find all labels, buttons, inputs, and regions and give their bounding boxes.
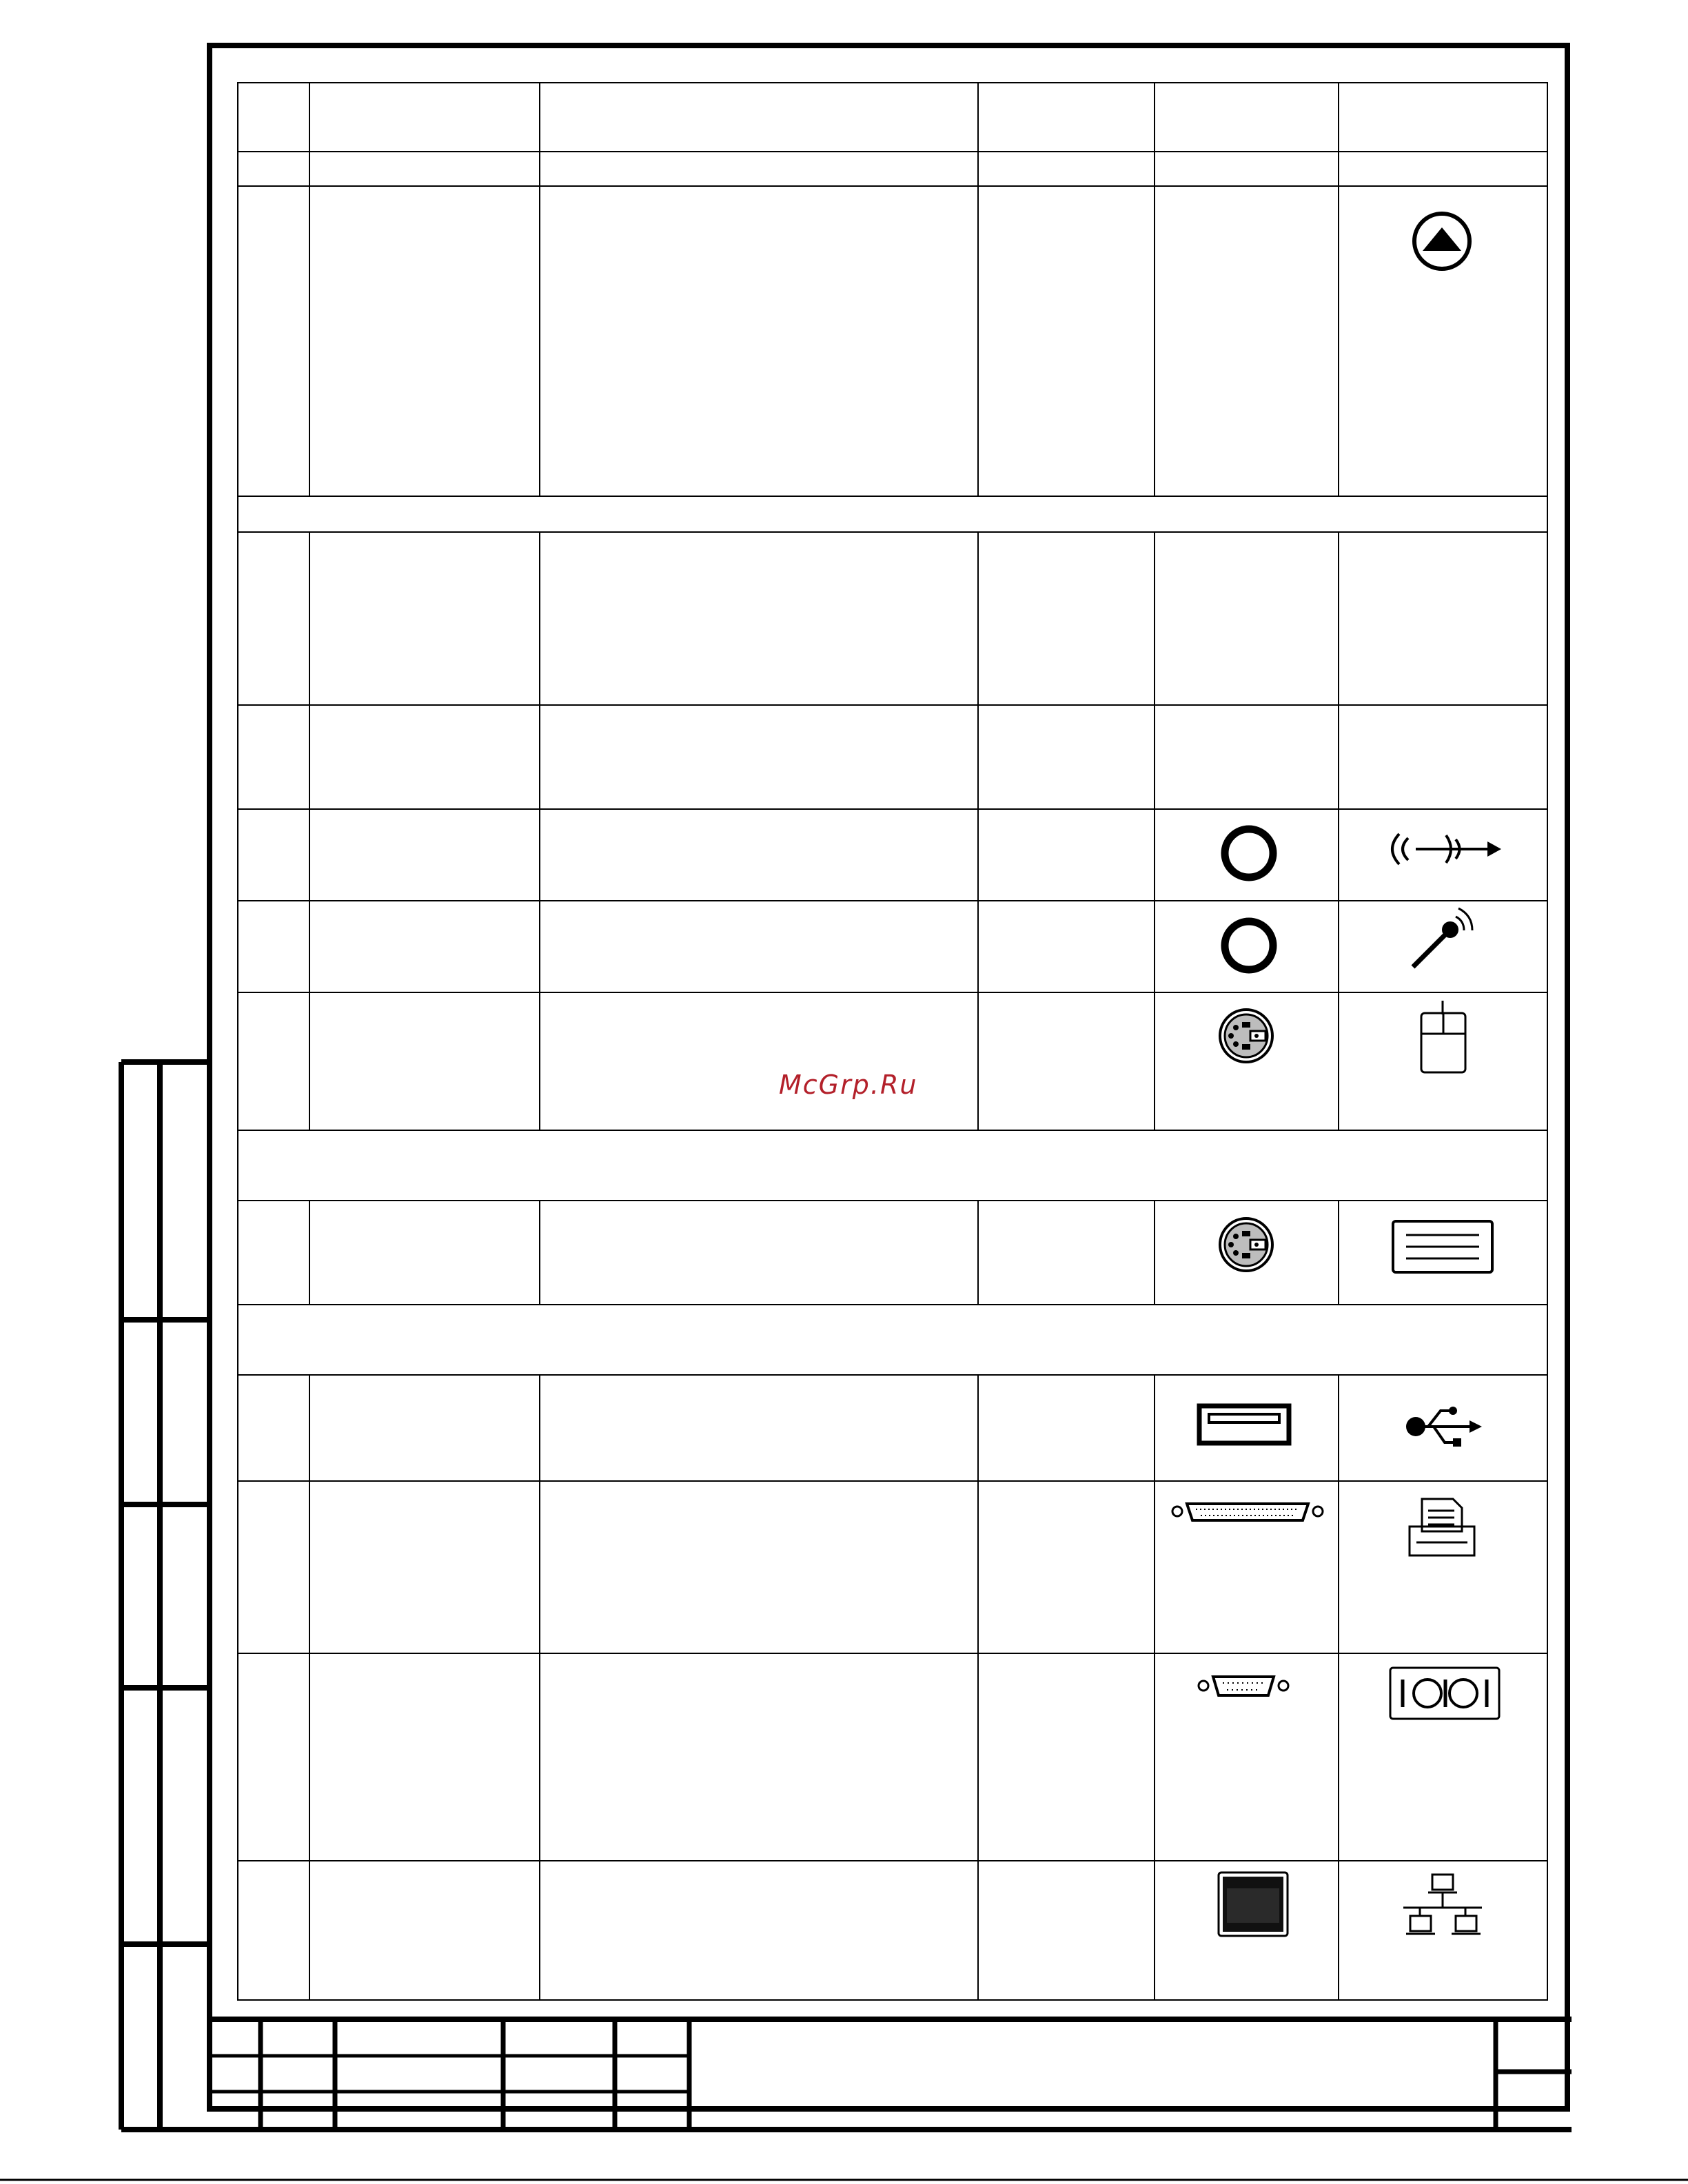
left-stamp-column xyxy=(121,1062,1572,2130)
watermark-text: McGrp.Ru xyxy=(779,1070,918,1100)
printer-icon xyxy=(1410,1499,1474,1555)
ps2-port-icon xyxy=(1220,1010,1272,1062)
line-in-icon xyxy=(1392,834,1501,864)
audio-jack-icon xyxy=(1225,921,1273,970)
connector-table xyxy=(238,83,1547,2000)
network-icon xyxy=(1403,1875,1482,1934)
serial-icon xyxy=(1390,1668,1499,1719)
audio-jack-icon xyxy=(1225,829,1273,877)
parallel-port-icon xyxy=(1172,1504,1323,1520)
usb-icon xyxy=(1406,1407,1482,1447)
usb-port-icon xyxy=(1199,1406,1289,1443)
microphone-icon xyxy=(1413,908,1472,967)
mouse-icon xyxy=(1421,1001,1465,1072)
ps2-port-icon xyxy=(1220,1218,1272,1271)
eject-icon xyxy=(1414,214,1470,269)
serial-port-icon xyxy=(1199,1677,1288,1695)
title-block xyxy=(210,2019,1572,2130)
keyboard-icon xyxy=(1393,1221,1492,1272)
rj45-port-icon xyxy=(1219,1872,1288,1936)
